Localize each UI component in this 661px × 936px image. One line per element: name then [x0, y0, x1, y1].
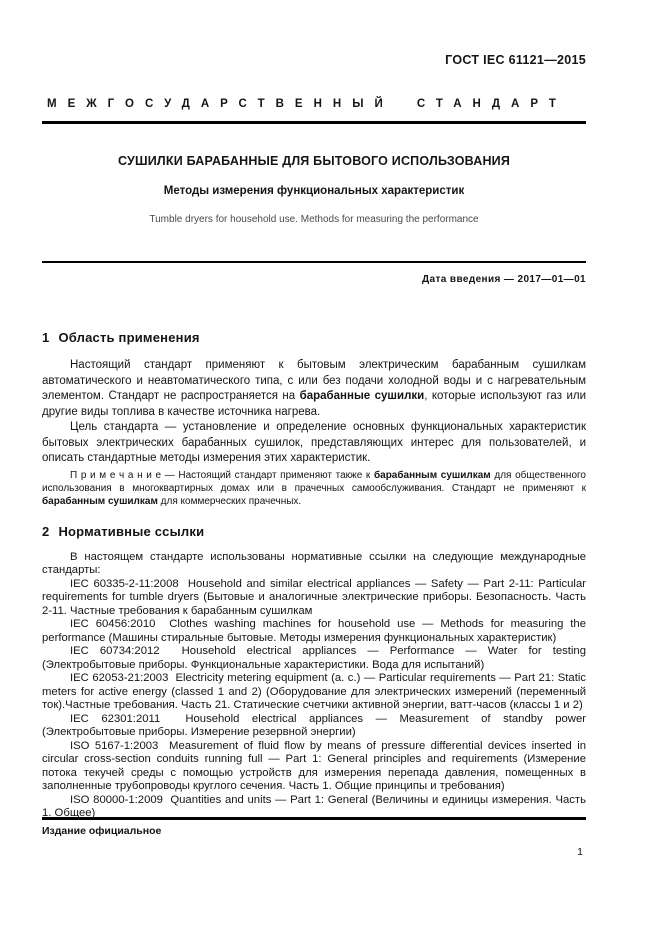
reference-item: IEC 60734:2012 Household electrical appliances — Performance — Water for testing (Электробытовые приборы. Функциональные характеристики. Вода для испытаний)	[42, 645, 586, 671]
document-subtitle-ru: Методы измерения функциональных характеристик	[163, 185, 465, 197]
section-1-title: Область применения	[58, 330, 200, 345]
section-1-heading	[42, 330, 586, 345]
section-2-number: 2	[42, 523, 50, 539]
document-title-ru: СУШИЛКИ БАРАБАННЫЕ ДЛЯ БЫТОВОГО ИСПОЛЬЗОВАНИЯ	[117, 154, 511, 168]
reference-item: ISO 5167-1:2003 Measurement of fluid flow by means of pressure differential devices inserted in circular cross-section conduits running full — Part 1: General principles and requirements (Измерение потока текучей среды с помощью устройств для измерения перепада давления, помещенных в заполненные трубопроводы круглого сечения. Часть 1. Общие принципы и требования)	[42, 739, 586, 793]
document-page	[42, 0, 586, 936]
reference-item: IEC 60335-2-11:2008 Household and similar electrical appliances — Safety — Part 2-11: Particular requirements for tumble dryers (Бытовые и аналогичные электрические приборы. Безопасность. Часть 2-11. Частные требования к барабанным сушилкам	[42, 577, 586, 617]
reference-item: IEC 62301:2011 Household electrical appliances — Measurement of standby power (Электробытовые приборы. Измерение резервной энергии)	[42, 712, 586, 739]
date-rule	[42, 261, 586, 263]
page-number: 1	[577, 846, 583, 858]
standard-type-banner: МЕЖГОСУДАРСТВЕННЫЙ СТАНДАРТ	[47, 98, 567, 110]
normative-references	[42, 551, 586, 821]
scope-note: П р и м е ч а н и е — Настоящий стандарт применяют также к барабанным сушилкам для общественного использования в многоквартирных домах или в прачечных самообслуживания. Стандарт не применяют к барабанным сушилкам для коммерческих прачечных.	[42, 469, 586, 508]
document-title-en: Tumble dryers for household use. Methods for measuring the performance	[149, 214, 479, 225]
effective-date: Дата введения — 2017—01—01	[421, 274, 586, 285]
section-1-body	[42, 358, 586, 467]
page-footer	[42, 817, 586, 858]
section-2-heading	[42, 524, 586, 539]
references-intro: В настоящем стандарте использованы нормативные ссылки на следующие международные стандарты:	[42, 550, 586, 577]
doc-code: ГОСТ IEC 61121—2015	[445, 53, 586, 67]
reference-item: IEC 62053-21:2003 Electricity metering equipment (a. c.) — Particular requirements — Part 21: Static meters for active energy (classed 1 and 2) (Оборудование для электрических измерений (переменный ток).Частные требования. Часть 21. Статические счетчики активной энергии, ватт-часов (классы 1 и 2)	[42, 672, 586, 712]
section-2-title: Нормативные ссылки	[58, 523, 205, 539]
section-1-number: 1	[42, 330, 50, 345]
header-rule	[42, 121, 586, 124]
scope-paragraph: Цель стандарта — установление и определение основных функциональных характеристик бытовых электрических барабанных сушилок, представляющих интерес для пользователей, и описать стандартные методы измерения этих характеристик.	[42, 421, 586, 464]
scope-paragraph: Настоящий стандарт применяют к бытовым электрическим барабанным сушилкам автоматического и неавтоматического типа, с или без подачи холодной воды и с нагревательным элементом. Стандарт не распространяется на барабанные сушилки, которые используют газ или другие виды топлива в качестве источника нагрева.	[42, 359, 586, 418]
official-edition-note: Издание официальное	[42, 825, 162, 837]
reference-item: ISO 80000-1:2009 Quantities and units — Part 1: General (Величины и единицы измерения. Часть 1. Общее)	[42, 793, 586, 820]
reference-item: IEC 60456:2010 Clothes washing machines for household use — Methods for measuring the performance (Машины стиральные бытовые. Методы измерения функциональных характеристик)	[42, 618, 586, 644]
